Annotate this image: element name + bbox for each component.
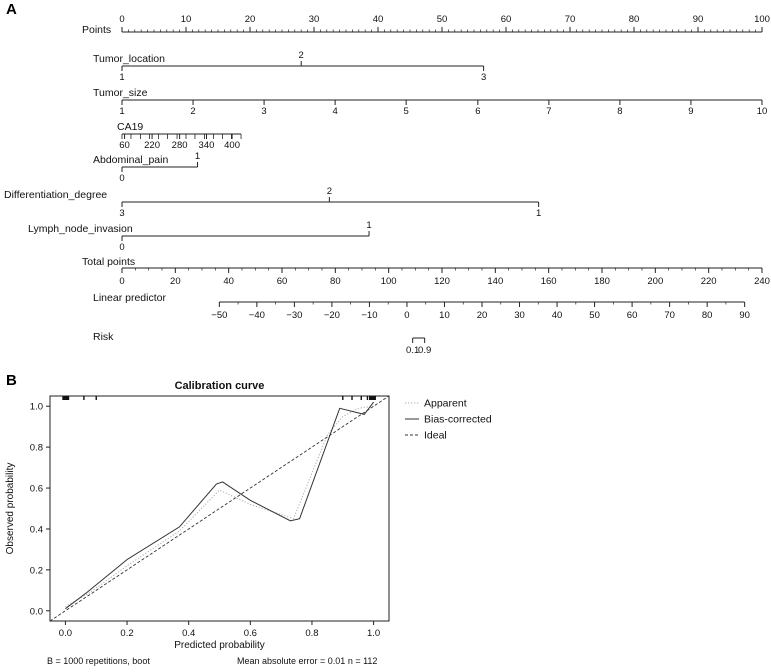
points-axis-tick-label: 40 [372,14,384,25]
variable-tick-label: 2 [190,106,196,117]
linear-predictor-tick-label: 60 [626,310,638,321]
linear-predictor-tick-label: −40 [248,310,265,321]
total-points-label: Total points [82,256,136,268]
variable-tick-label: 1 [535,208,542,219]
series-line-bias-corrected [65,402,373,609]
variable-label: Lymph_node_invasion [28,223,133,235]
variable-tick-label: 10 [756,106,768,117]
risk-tick-label: 0.9 [418,345,432,356]
variable-label: Differentiation_degree [4,189,108,201]
calibration-title: Calibration curve [174,380,265,392]
risk-label: Risk [93,331,114,343]
points-axis-tick-label: 70 [564,14,576,25]
series-line-ideal [50,396,389,621]
total-points-tick-label: 60 [276,276,288,287]
variable-tick-label: 1 [119,106,125,117]
variable-label: Tumor_location [93,53,165,65]
total-points-tick-label: 100 [380,276,397,287]
points-axis-tick-label: 90 [692,14,704,25]
y-axis-tick-label: 0.6 [29,483,43,495]
x-axis-title: Predicted probability [174,640,265,651]
total-points-tick-label: 160 [540,276,557,287]
linear-predictor-tick-label: 30 [514,310,525,321]
linear-predictor-label: Linear predictor [93,292,166,304]
y-axis-tick-label: 1.0 [29,401,43,413]
variable-tick-label: 2 [298,50,304,61]
y-axis-tick-label: 0.0 [29,606,43,618]
variable-label: Tumor_size [93,87,148,99]
y-axis-tick-label: 0.2 [29,565,43,577]
total-points-tick-label: 180 [594,276,610,287]
variable-tick-label: 0 [119,173,125,184]
footnote-left: B = 1000 repetitions, boot [47,656,150,666]
legend-label: Ideal [424,429,447,442]
total-points-tick-label: 120 [434,276,450,287]
x-axis-tick-label: 0.2 [120,628,134,639]
panel-a-letter: A [6,1,17,18]
variable-tick-label: 60 [119,140,130,151]
linear-predictor-tick-label: 10 [439,310,450,321]
linear-predictor-tick-label: −30 [286,310,303,321]
linear-predictor-tick-label: 0 [404,310,410,321]
points-axis-tick-label: 100 [754,14,770,25]
variable-tick-label: 0 [119,242,125,253]
points-axis-tick-label: 0 [119,14,125,25]
footnote-right: Mean absolute error = 0.01 n = 112 [237,656,378,666]
variable-tick-label: 1 [194,151,201,162]
linear-predictor-tick-label: 50 [589,310,600,321]
legend-label: Bias-corrected [424,413,492,426]
linear-predictor-tick-label: −10 [361,310,378,321]
variable-tick-label: 280 [171,140,188,151]
total-points-tick-label: 140 [487,276,504,287]
total-points-tick-label: 40 [223,276,234,287]
points-axis-tick-label: 60 [500,14,512,25]
rug-cluster [62,396,68,400]
variable-tick-label: 3 [261,106,267,117]
points-axis-tick-label: 20 [244,14,256,25]
total-points-tick-label: 80 [330,276,341,287]
total-points-tick-label: 200 [647,276,664,287]
risk-tick-label: 0.1 [406,345,420,356]
points-axis-tick-label: 10 [180,14,192,25]
variable-tick-label: 400 [224,140,241,151]
variable-tick-label: 340 [198,140,215,151]
points-axis-label: Points [82,24,112,36]
y-axis-title: Observed probability [5,462,16,555]
rug-cluster [369,396,376,400]
variable-label: CA19 [117,121,144,133]
x-axis-tick-label: 1.0 [366,628,381,639]
variable-label: Abdominal_pain [93,154,169,166]
variable-tick-label: 7 [546,106,552,117]
x-axis-tick-label: 0.0 [58,628,73,639]
points-axis-tick-label: 30 [308,14,320,25]
x-axis-tick-label: 0.8 [305,628,319,639]
variable-tick-label: 8 [617,106,623,117]
calibration-plot [5,380,492,666]
legend-label: Apparent [424,397,467,410]
total-points-tick-label: 240 [754,276,770,287]
points-axis-tick-label: 50 [436,14,448,25]
variable-tick-label: 4 [332,106,338,117]
linear-predictor-tick-label: 70 [664,310,675,321]
linear-predictor-tick-label: −50 [211,310,228,321]
panel-b-letter: B [6,372,17,389]
total-points-tick-label: 220 [700,276,717,287]
total-points-tick-label: 20 [170,276,181,287]
y-axis-tick-label: 0.8 [29,442,43,454]
linear-predictor-tick-label: 90 [739,310,750,321]
variable-tick-label: 6 [475,106,481,117]
variable-tick-label: 2 [326,186,333,197]
points-axis-tick-label: 80 [628,14,640,25]
x-axis-tick-label: 0.4 [182,628,196,639]
y-axis-tick-label: 0.4 [29,524,43,536]
linear-predictor-tick-label: 40 [551,310,563,321]
variable-tick-label: 3 [480,72,487,83]
nomogram [4,14,770,356]
linear-predictor-tick-label: −20 [323,310,340,321]
linear-predictor-tick-label: 80 [701,310,713,321]
variable-tick-label: 1 [119,72,125,83]
total-points-tick-label: 0 [119,276,125,287]
series-line-apparent [65,406,373,607]
variable-tick-label: 220 [144,140,161,151]
x-axis-tick-label: 0.6 [243,628,257,639]
variable-tick-label: 3 [119,208,125,219]
variable-tick-label: 9 [688,106,694,117]
variable-tick-label: 1 [366,220,372,231]
variable-tick-label: 5 [403,106,409,117]
linear-predictor-tick-label: 20 [476,310,488,321]
